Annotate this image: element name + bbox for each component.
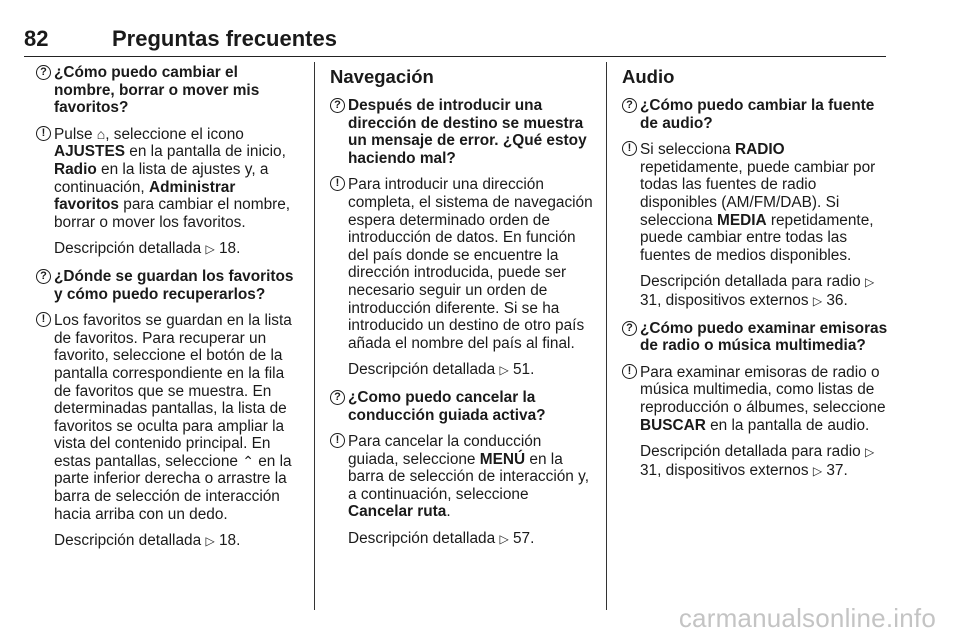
reference: Descripción detallada ▷ 51. — [348, 361, 535, 379]
question-icon: ? — [622, 98, 637, 113]
page-ref-icon: ▷ — [499, 532, 509, 547]
reference: Descripción detallada ▷ 57. — [348, 530, 535, 548]
column-navigation — [330, 64, 593, 558]
watermark: carmanualsonline.info — [678, 603, 936, 633]
question-block — [330, 389, 593, 424]
question-block — [330, 97, 593, 167]
column-divider — [314, 62, 315, 610]
page-ref-icon: ▷ — [205, 242, 215, 257]
question-icon: ? — [36, 269, 51, 284]
reference: Descripción detallada para radio ▷ 31, dispositivos externos ▷ 37. — [640, 443, 875, 479]
question-text: Después de introducir una dirección de destino se muestra un mensaje de error. ¿Qué estoy haciendo mal? — [348, 97, 587, 167]
column-audio — [622, 64, 890, 489]
page-title: Preguntas frecuentes — [112, 26, 337, 51]
answer-text: Para examinar emisoras de radio o música multimedia, como listas de reproducción o álbumes, seleccione BUSCAR en la pantalla de audio. — [640, 363, 886, 434]
answer-icon: ! — [330, 176, 345, 191]
question-text: ¿Cómo puedo cambiar la fuente de audio? — [640, 97, 875, 132]
answer-block — [330, 176, 593, 352]
page-header — [24, 26, 886, 57]
question-icon: ? — [36, 65, 51, 80]
answer-icon: ! — [622, 364, 637, 379]
answer-text: Para introducir una dirección completa, el sistema de navegación espera determinado orden de introducción de datos. En función del país donde se encuentre la dirección introducida, puede ser necesario seguir un orden de introducción diferente. Si se ha introducido un destino de otro país añada el nombre del país al final. — [348, 176, 593, 352]
page-ref-icon: ▷ — [812, 293, 823, 308]
answer-block — [622, 141, 890, 264]
column-divider — [606, 62, 607, 610]
page-ref-icon: ▷ — [205, 534, 215, 549]
answer-block — [36, 126, 300, 232]
question-block — [622, 97, 890, 132]
question-text: ¿Cómo puedo examinar emisoras de radio o música multimedia? — [640, 319, 888, 355]
column-favorites — [36, 64, 300, 560]
question-block — [36, 64, 300, 117]
question-text: ¿Dónde se guardan los favoritos y cómo puedo recuperarlos? — [54, 267, 294, 303]
answer-icon: ! — [622, 141, 637, 156]
page-ref-icon: ▷ — [812, 463, 823, 478]
page-ref-icon: ▷ — [865, 275, 875, 290]
reference: Descripción detallada ▷ 18. — [54, 532, 241, 550]
answer-text: Pulse ⌂, seleccione el icono AJUSTES en la pantalla de inicio, Radio en la lista de ajustes y, a continuación, Administrar favoritos para cambiar el nombre, borrar o mover los favoritos. — [54, 125, 291, 231]
answer-icon: ! — [36, 312, 51, 327]
question-block — [36, 268, 300, 303]
page-ref-icon: ▷ — [865, 445, 875, 460]
question-text: ¿Como puedo cancelar la conducción guiada activa? — [348, 388, 546, 424]
page-number: 82 — [24, 26, 49, 51]
question-icon: ? — [622, 321, 637, 336]
question-block — [622, 320, 890, 355]
answer-block — [622, 364, 890, 434]
question-icon: ? — [330, 98, 345, 113]
home-icon: ⌂ — [96, 125, 106, 142]
answer-text: Para cancelar la conducción guiada, seleccione MENÚ en la barra de selección de interacción y, a continuación, seleccione Cancelar ruta. — [348, 433, 589, 521]
question-icon: ? — [330, 390, 345, 405]
section-title: Audio — [622, 66, 675, 87]
answer-icon: ! — [36, 126, 51, 141]
reference: Descripción detallada ▷ 18. — [54, 240, 241, 258]
answer-block — [330, 433, 593, 521]
page-ref-icon: ▷ — [499, 363, 509, 378]
answer-text: Los favoritos se guardan en la lista de favoritos. Para recuperar un favorito, seleccione el botón de la pantalla correspondiente en la fila de favoritos que se muestra. En determinadas pantallas, la lista de favoritos se oculta para ampliar la vista del contenido principal. En estas pantallas, seleccione ⌃ en la parte inferior derecha o arrastre la barra de selección de interacción hacia arriba con un dedo. — [54, 312, 292, 523]
section-title: Navegación — [330, 66, 434, 87]
question-text: ¿Cómo puedo cambiar el nombre, borrar o mover mis favoritos? — [54, 64, 260, 117]
chevron-up-icon: ⌃ — [242, 452, 254, 469]
reference: Descripción detallada para radio ▷ 31, dispositivos externos ▷ 36. — [640, 273, 875, 309]
answer-icon: ! — [330, 433, 345, 448]
answer-block — [36, 312, 300, 523]
answer-text: Si selecciona RADIO repetidamente, puede cambiar por todas las fuentes de radio disponibles (AM/FM/DAB). Si selecciona MEDIA repetidamente, puede cambiar entre todas las fuentes de medios disponibles. — [640, 141, 876, 264]
